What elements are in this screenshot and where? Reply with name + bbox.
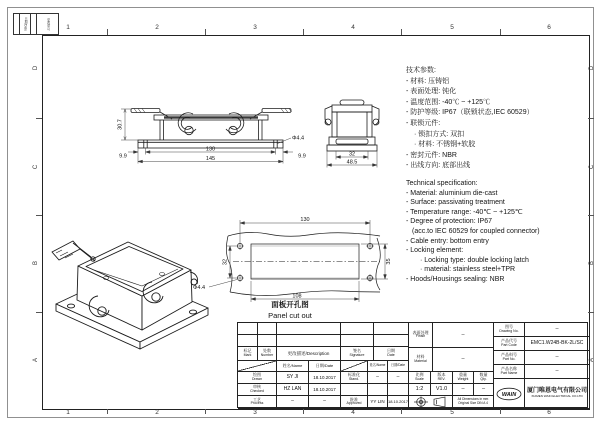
signoff-checked-name: HZ LAN [277,384,309,396]
scale-label: 比例 Scale [409,372,431,384]
signoff-process-date: – [309,396,341,409]
qty-label: 数量 Qty. [474,372,494,384]
front-view-drawing [114,93,312,171]
projection-cone-icon [432,396,448,408]
signoff-stand-date: – [388,372,409,384]
zone-tick [303,409,304,414]
zone-tick [303,29,304,35]
mini-cell-date: 日期/Date [20,14,31,34]
panel-dim-hole-spacing-v: 32 [222,258,229,266]
panel-dim-hole-dia: Φ4.4 [193,285,206,291]
zone-col-top-1: 1 [66,24,70,31]
front-dim-height: 30.7 [117,119,124,130]
front-dim-edge-left: 9.9 [119,153,127,160]
zone-tick [588,118,594,119]
panel-dim-hole-spacing-h: 130 [300,217,310,223]
spec-zh-line: - 材料: 压铸铝 [406,77,450,85]
panel-cutout-title-zh: 面板开孔图 [271,300,309,309]
rev-header-date: 日期 Date [374,347,409,361]
signoff-process-label: 工艺 Process [238,396,277,409]
zone-tick [205,29,206,35]
finish-label: 表面处理 Finish [409,323,433,348]
zone-tick [588,312,594,313]
zone-col-bottom-3: 3 [253,409,257,416]
zone-row-left-D: D [33,65,39,71]
mini-revision-table [13,13,59,35]
title-block [237,322,588,408]
signoff-stand-label: 标准化 Stand. [341,372,368,384]
side-dim-overall: 48.5 [346,159,358,166]
signoff-empty-cell [388,384,409,396]
spec-en-line: - Material: aluminium die-cast [406,189,498,197]
part-no-label: 产品料号 Part No. [494,351,525,365]
signoff-empty-cell [368,384,388,396]
spec-en-line: - Temperature range: -40℃ ~ +125℃ [406,208,523,216]
signoff-approved-label: 批准 Approved [341,396,368,409]
rev-header-description: 更改描述/Description [277,347,341,361]
rev-empty-cell [238,335,258,347]
zone-tick [205,409,206,414]
zone-row-right-A: A [589,358,595,363]
part-no-value: – [525,351,589,365]
qty-value: – [474,384,494,396]
panel-dim-cutout-w: 108 [292,293,302,300]
zone-tick [36,215,42,216]
spec-en-line: (acc.to IEC 60529 for coupled connector) [412,227,540,235]
spec-en-line: - Surface: passivating treatment [406,199,505,207]
rev-empty-cell [238,323,258,335]
weight-label: 重量 Weight [453,372,474,384]
signoff-checked-date: 18.10.2017 [309,384,341,396]
rev-header-signature: 签名 Signature [341,347,374,361]
material-label: 材料 Material [409,348,433,372]
spec-en-line: - Degree of protection: IP67 [406,218,492,226]
spec-zh-block [406,66,534,172]
zone-row-right-D: D [589,65,595,71]
part-code-value: EMC1.W24B-BK-2L/SC [525,337,589,351]
side-view-drawing [320,97,386,172]
finish-value: – [433,323,494,348]
spec-en-line: · Locking type: double locking latch [420,256,529,264]
zone-col-top-5: 5 [450,24,454,31]
wain-logo-text: WAIN [501,391,517,398]
company-logo-cell [494,379,525,409]
spec-zh-line: - 联锁元件: [406,119,441,127]
zone-tick [401,29,402,35]
zone-tick [36,312,42,313]
rev-empty-cell [258,323,277,335]
zone-col-top-4: 4 [351,24,355,31]
signoff-drawn-date: 18.10.2017 [309,372,341,384]
material-value: – [433,348,494,372]
side-dim-inner: 32 [348,151,356,158]
spec-en-line: - Cable entry: bottom entry [406,237,489,245]
front-dim-hole-spacing: 130 [205,146,216,153]
zone-col-bottom-1: 1 [66,409,70,416]
rev-empty-cell [374,335,409,347]
rev-empty-cell [374,323,409,335]
zone-col-bottom-6: 6 [547,409,551,416]
spec-zh-line: · 材料: 不锈钢+软胶 [414,141,476,149]
spec-en-block [406,179,540,285]
rev-header-mark: 标记 Mark [238,347,258,361]
rev-empty-cell [341,323,374,335]
spec-en-line: · material: stainless steel+TPR [420,266,516,274]
zone-col-top-6: 6 [547,24,551,31]
signoff-approved-name: YY LIN [368,396,388,409]
panel-cutout-title-en: Panel cut out [268,311,312,320]
mini-cell-change: 更改单号 [46,17,51,31]
rev-subheader-name2: 姓名/Name [368,361,388,372]
rev-header-number: 处数 Number [258,347,277,361]
signoff-process-name: – [277,396,309,409]
signoff-stand-name: – [368,372,388,384]
zone-row-right-C: C [589,164,595,170]
zone-tick [588,215,594,216]
zone-col-top-2: 2 [155,24,159,31]
rev-diagonal-cell [341,361,368,372]
signoff-drawn-name: SY JI [277,372,309,384]
zone-tick [500,409,501,414]
zone-row-left-B: B [33,261,39,266]
front-dim-overall: 145 [205,156,216,162]
zone-col-bottom-4: 4 [351,409,355,416]
panel-dim-cutout-h: 35 [386,258,392,265]
rev-diagonal-cell [238,361,277,372]
spec-zh-line: - 表面处理: 钝化 [406,88,457,96]
signoff-checked-label: 审核 Checked [238,384,277,396]
zone-tick [500,29,501,35]
zone-tick [107,29,108,35]
signoff-empty-cell [341,384,368,396]
first-angle-projection-icon [413,396,429,408]
rev-value: V1.0 [431,384,453,396]
scale-value: 1:2 [409,384,431,396]
zone-tick [401,409,402,414]
front-dim-hole-dia: Φ4.4 [292,135,305,142]
drawing-no-value: – [525,323,589,337]
rev-label: 版本 REV. [431,372,453,384]
company-name-zh: 厦门唯恩电气有限公司 [526,388,587,395]
part-name-label: 产品名称 Part Name [494,365,525,379]
zone-col-bottom-5: 5 [450,409,454,416]
rev-empty-cell [258,335,277,347]
spec-zh-line: · 锁扣方式: 双扣 [414,130,465,138]
rev-subheader-date: 日期/Date [309,361,341,372]
spec-en-line: - Hoods/Housings sealing: NBR [406,275,505,283]
rev-empty-cell [341,335,374,347]
spec-zh-title: 技术参数: [406,67,436,74]
weight-value: – [453,384,474,396]
part-code-label: 产品代号 Part Code [494,337,525,351]
company-name-en: XIAMEN WAIN ELECTRICAL CO.LTD [531,394,583,399]
rev-subheader-name: 姓名/Name [277,361,309,372]
spec-en-title: Technical specification: [406,180,478,187]
panel-cutout-drawing [185,208,400,322]
spec-zh-line: - 防护等级: IP67（联锁状态,IEC 60529） [406,109,534,117]
zone-row-left-A: A [33,358,39,363]
wain-logo [496,387,522,401]
panel-cutout-dimension-lines [209,220,388,302]
drawing-no-label: 图号 Drawing No. [494,323,525,337]
dimension-note-cell: All Dimensions in mm Original Size DIN A 4 [453,396,494,409]
signoff-approved-date: 18.10.2017 [388,396,409,409]
spec-zh-line: - 密封元件: NBR [406,151,457,159]
zone-row-left-C: C [33,164,39,170]
spec-en-line: - Locking element: [406,247,464,255]
zone-tick [36,118,42,119]
zone-row-right-B: B [589,261,595,266]
rev-empty-cell [277,335,341,347]
company-name-cell [525,379,589,409]
projection-symbols-cell [409,396,453,409]
rev-empty-cell [277,323,341,335]
spec-zh-line: - 温度范围: -40℃ ~ +125℃ [406,98,491,106]
front-dim-edge-right: 9.9 [298,153,306,160]
rev-subheader-date2: 日期/Date [388,361,409,372]
zone-tick [107,409,108,414]
zone-col-top-3: 3 [253,24,257,31]
zone-col-bottom-2: 2 [155,409,159,416]
part-name-value: – [525,365,589,379]
spec-zh-line: - 出线方向: 底部出线 [406,162,471,170]
signoff-drawn-label: 绘图 Drawn [238,372,277,384]
